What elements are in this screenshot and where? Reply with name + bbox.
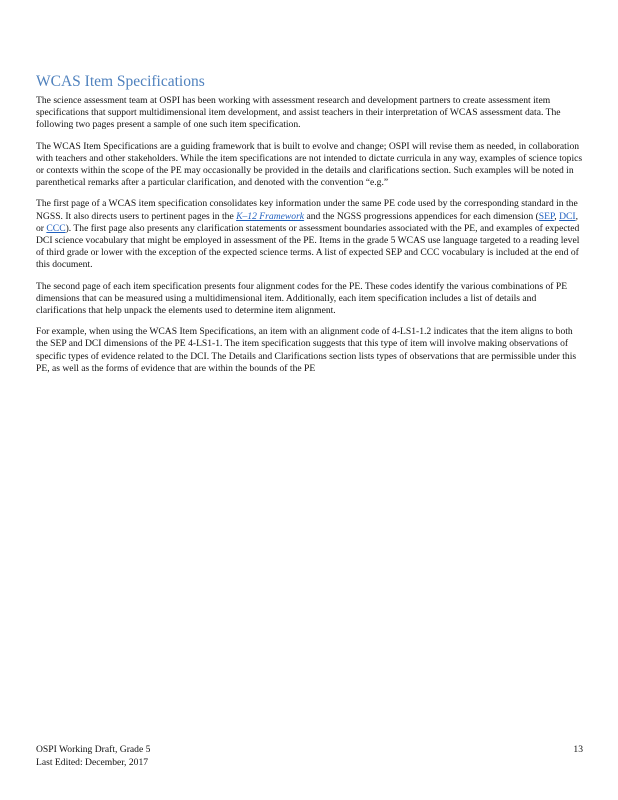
paragraph-second-page: The second page of each item specification presents four alignment codes for the PE. These codes identify the various combinations of PE dimensions that can be measured using a multidimensional item. Additionally, each item specification includes a list of details and clarifications that help unpack the elements used to determine item alignment. (36, 280, 568, 317)
ccc-link[interactable]: CCC (46, 222, 66, 234)
paragraph-first-page-text-4: , or (36, 210, 578, 234)
paragraph-example: For example, when using the WCAS Item Specifications, an item with an alignment code of 4-LS1-1.2 indicates that the item aligns to both the SEP and DCI dimensions of the PE 4-LS1-1. The item specification suggests that this type of item will involve making observations of specific types of evidence related to the DCI. The Details and Clarifications section lists types of observations that are permissible under this PE, as well as the forms of evidence that are within the bounds of the PE (36, 326, 577, 374)
paragraph-intro: The science assessment team at OSPI has been working with assessment research and development partners to create assessment item specifications that support multidimensional item development, and assist teachers in their interpretation of WCAS assessment data. The following two pages present a sample of one such item specification. (36, 95, 561, 131)
sep-link[interactable]: SEP (538, 210, 555, 222)
page-number: 13 (573, 744, 583, 755)
footer-draft-label: OSPI Working Draft, Grade 5 (36, 744, 151, 755)
paragraph-first-page-text-3: , (554, 210, 560, 222)
body-text (36, 95, 584, 384)
footer (36, 744, 150, 769)
paragraph-first-page-text-1: The first page of a WCAS item specification consolidates key information under the same PE code used by the corresponding standard in the NGSS. It also directs users to pertinent pages in the (36, 198, 578, 222)
paragraph-first-page-text-2: and the NGSS progressions appendices for each dimension ( (304, 210, 539, 222)
paragraph-framework: The WCAS Item Specifications are a guiding framework that is built to evolve and change; OSPI will revise them as needed, in collaboration with teachers and other stakeholders. While the item specifications are not intended to dictate curricula in any way, examples of science topics or contexts within the scope of the PE may occasionally be provided in the details and clarifications section. Such examples will be noted in parenthetical remarks after a particular clarification, and denoted with the convention “e.g.” (36, 140, 583, 189)
dci-link[interactable]: DCI (559, 210, 576, 222)
paragraph-first-page-text-5: ). The first page also presents any clarification statements or assessment boundaries associated with the PE, and examples of expected DCI science vocabulary that might be employed in assessment of the PE. Items in the grade 5 WCAS use language targeted to a reading level of third grade or lower with the exception of the expected science terms. A list of expected SEP and CCC vocabulary is included at the end of this document. (36, 222, 580, 271)
k12-framework-link[interactable]: K–12 Framework (236, 210, 305, 222)
footer-last-edited: Last Edited: December, 2017 (36, 756, 149, 768)
paragraph-first-page (36, 198, 584, 271)
section-heading: WCAS Item Specifications (36, 73, 205, 90)
